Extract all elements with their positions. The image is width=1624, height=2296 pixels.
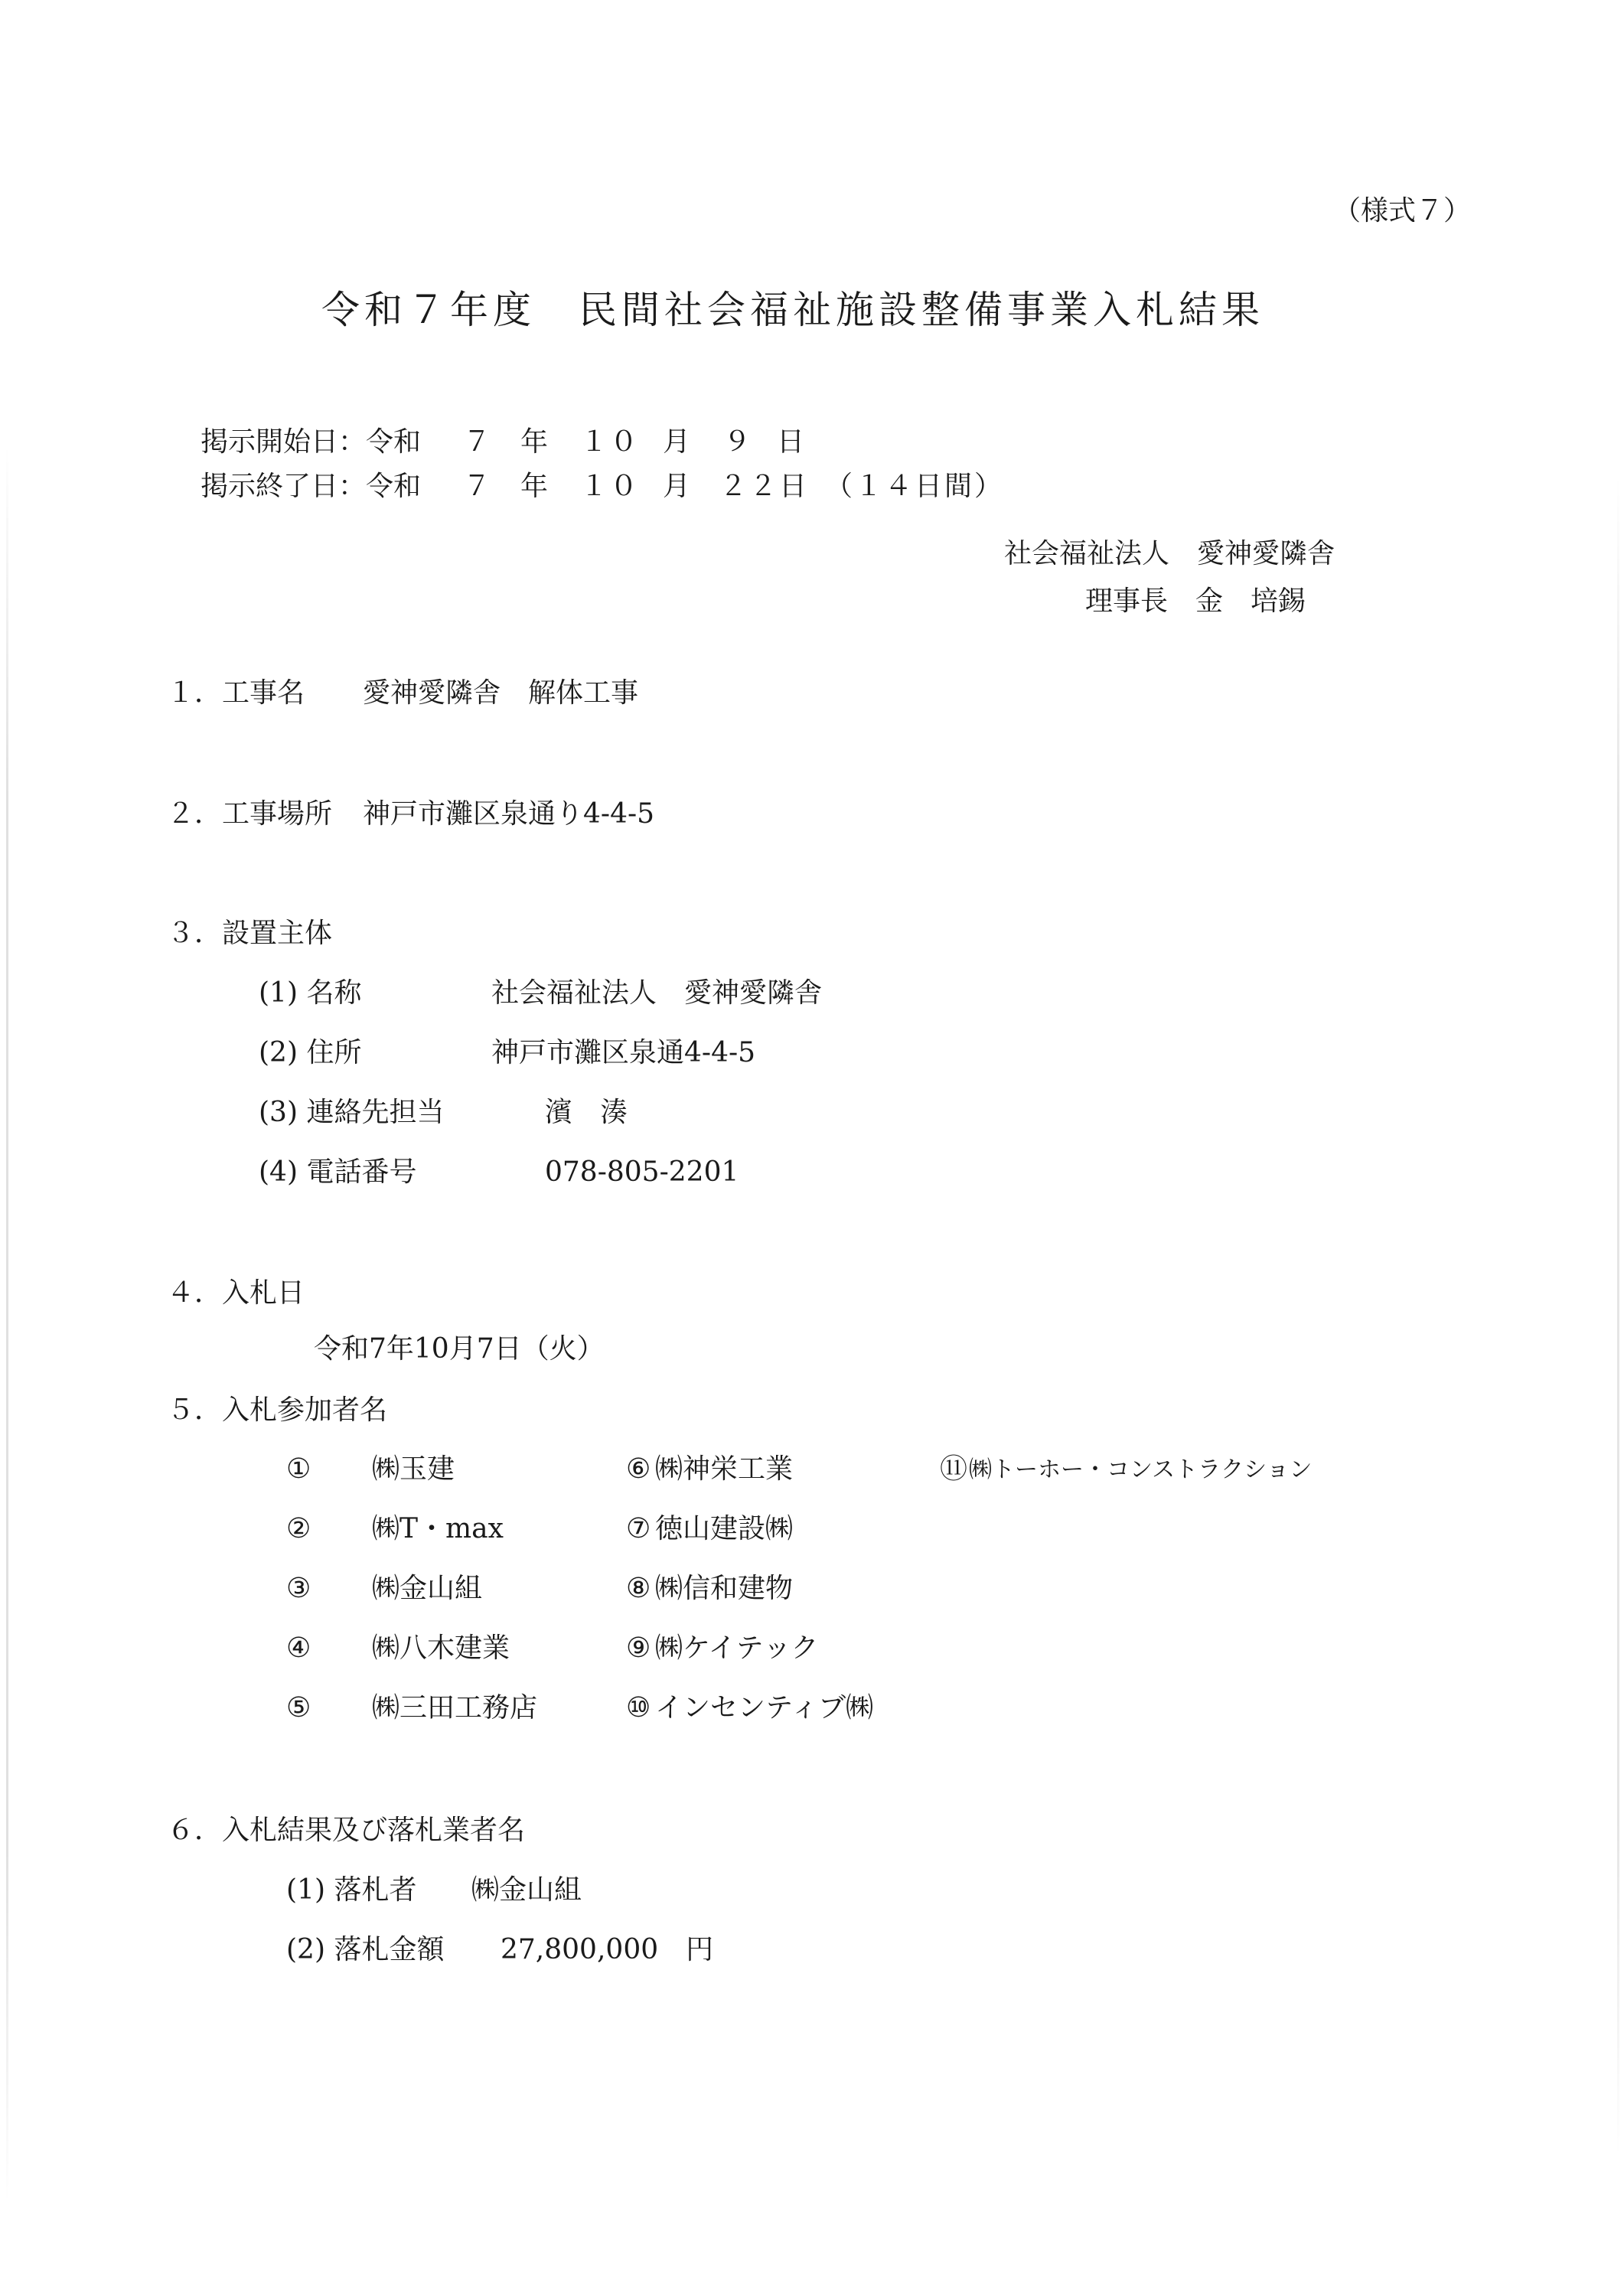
bidder-name: ㈱玉建 [372,1453,455,1485]
bidder-number: ⑧ [626,1573,651,1604]
month-unit: 月 [663,471,691,502]
section-3-heading: ３．設置主体 [167,918,333,949]
section-2-heading: ２．工事場所 [167,798,333,830]
bidder-name: ㈱金山組 [372,1573,483,1604]
bidder-name: ㈱信和建物 [655,1573,794,1604]
bidder-number: ⑨ [626,1632,651,1664]
bidder-name: ㈱神栄工業 [655,1453,794,1485]
section-5-heading: ５．入札参加者名 [167,1394,388,1426]
bidder-name: 徳山建設㈱ [655,1513,794,1544]
phone-value: 078-805-2201 [545,1156,739,1188]
winning-amount-value: 27,800,000 円 [501,1934,714,1965]
section-4-heading: ４．入札日 [167,1277,305,1309]
bidder-number: ⑥ [626,1453,651,1485]
posting-end-month: １０ [580,471,641,502]
bidder-name: ㈱ケイテック [655,1632,819,1664]
scan-edge-right [1617,475,1619,2158]
organizer-name-label: (1) 名称 [259,977,362,1009]
bidder-number: ⑪ [940,1453,968,1485]
bidder-number: ⑤ [286,1692,311,1724]
posting-start-month: １０ [580,426,641,458]
section-6-heading: ６．入札結果及び落札業者名 [167,1815,526,1846]
section-1-heading: １．工事名 [167,677,305,709]
phone-label: (4) 電話番号 [259,1156,417,1188]
bidder-name: ㈱八木建業 [372,1632,510,1664]
contact-person-value: 濱 湊 [545,1097,628,1128]
form-number-label: （様式７） [1333,195,1472,227]
year-unit: 年 [520,471,549,502]
bidder-number: ① [286,1453,311,1485]
construction-location: 神戸市灘区泉通り4-4-5 [363,798,655,830]
scan-edge-left [6,444,8,2204]
bidder-number: ⑦ [626,1513,651,1544]
posting-end-day: ２２日 [719,471,810,502]
month-unit: 月 [663,426,691,458]
bidder-name: ㈱トーホー・コンストラクション [969,1456,1313,1483]
posting-end-year: ７ [463,471,491,502]
organizer-address-label: (2) 住所 [259,1037,362,1068]
contact-person-label: (3) 連絡先担当 [259,1097,445,1128]
posting-start-label: 掲示開始日：令和 [201,426,422,458]
day-unit: 日 [777,426,805,458]
posting-duration: （１４日間） [825,471,1005,502]
winner-label: (1) 落札者 [286,1874,417,1906]
year-unit: 年 [520,426,549,458]
bidder-name: ㈱T・max [372,1513,504,1544]
organizer-address-value: 神戸市灘区泉通4-4-5 [491,1037,756,1068]
winner-value: ㈱金山組 [471,1874,582,1906]
bidder-number: ③ [286,1573,311,1604]
posting-start-day: ９ [723,426,752,458]
winning-amount-label: (2) 落札金額 [286,1934,445,1965]
bidder-name: インセンティブ㈱ [655,1692,874,1724]
organizer-name-value: 社会福祉法人 愛神愛隣舎 [491,977,823,1009]
issuer-representative: 理事長 金 培錫 [1085,585,1306,617]
bidder-number: ④ [286,1632,311,1664]
posting-start-year: ７ [463,426,491,458]
bidder-number: ② [286,1513,311,1544]
bid-date: 令和7年10月7日（火） [314,1333,605,1365]
bidder-number: ⑩ [626,1692,651,1724]
issuer-organization: 社会福祉法人 愛神愛隣舎 [1004,538,1335,569]
document-title: 令和７年度 民間社会福祉施設整備事業入札結果 [321,288,1264,332]
bidder-name: ㈱三田工務店 [372,1692,538,1724]
posting-end-label: 掲示終了日：令和 [201,471,422,502]
construction-name: 愛神愛隣舎 解体工事 [363,677,639,709]
